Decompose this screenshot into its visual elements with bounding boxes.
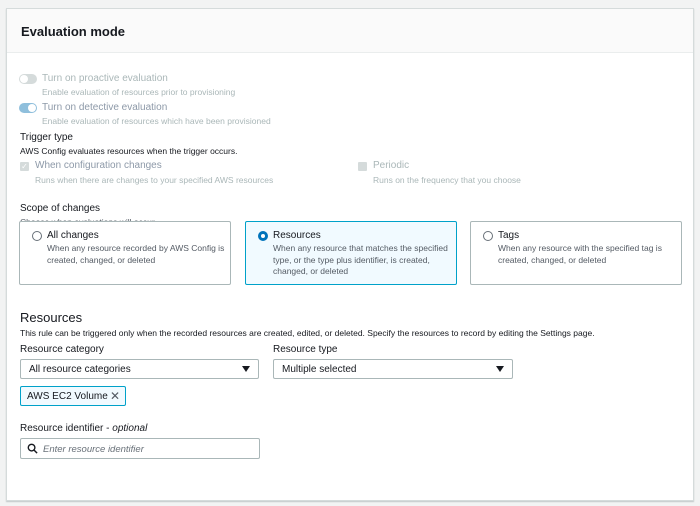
detective-evaluation-description: Enable evaluation of resources which have been provisioned: [42, 116, 271, 126]
scope-heading: Scope of changes: [20, 203, 101, 214]
resource-category-label: Resource category: [20, 344, 104, 355]
detective-evaluation-label: Turn on detective evaluation: [42, 102, 168, 113]
resource-identifier-label-text: Resource identifier: [20, 423, 104, 434]
resource-type-token: [20, 386, 126, 406]
tile-description: When any resource with the specified tag is created, changed, or deleted: [498, 243, 662, 265]
close-icon[interactable]: ✕: [109, 389, 120, 403]
resources-description: This rule can be triggered only when the recorded resources are created, edited, or deleted. Specify the resources to record by editing the Settings page.: [20, 328, 595, 338]
tile-title: All changes: [47, 230, 99, 241]
caret-down-icon: [496, 366, 504, 372]
resource-type-value: Multiple selected: [282, 364, 357, 375]
proactive-evaluation-toggle[interactable]: [19, 74, 37, 84]
resource-identifier-field[interactable]: [20, 438, 260, 459]
periodic-description: Runs on the frequency that you choose: [373, 175, 521, 185]
scope-tile-tags[interactable]: [470, 221, 682, 285]
resource-identifier-input[interactable]: [43, 442, 253, 456]
token-label: AWS EC2 Volume: [27, 391, 108, 402]
resources-heading: Resources: [20, 310, 83, 325]
periodic-checkbox[interactable]: [358, 162, 367, 171]
resource-identifier-label: Resource identifier - optional: [20, 423, 148, 434]
scope-tile-all-changes[interactable]: [19, 221, 231, 285]
scope-tile-resources[interactable]: [245, 221, 457, 285]
proactive-evaluation-description: Enable evaluation of resources prior to provisioning: [42, 87, 236, 97]
trigger-type-heading: Trigger type: [20, 132, 73, 143]
resource-category-select[interactable]: [20, 359, 259, 379]
panel-title: Evaluation mode: [21, 24, 126, 39]
tile-title: Resources: [273, 230, 321, 241]
radio-resources[interactable]: [258, 231, 268, 241]
optional-text: optional: [112, 423, 148, 434]
search-icon: [27, 443, 38, 454]
periodic-label: Periodic: [373, 160, 410, 171]
tile-description: When any resource that matches the specified type, or the type plus identifier, is created, changed, or deleted: [273, 243, 448, 276]
panel-header: [7, 9, 693, 53]
config-changes-checkbox[interactable]: ✓: [21, 162, 28, 171]
tile-description: When any resource recorded by AWS Config is created, changed, or deleted: [47, 243, 225, 265]
detective-evaluation-toggle[interactable]: [19, 103, 37, 113]
caret-down-icon: [242, 366, 250, 372]
tile-title: Tags: [498, 230, 520, 241]
resource-type-select[interactable]: [273, 359, 513, 379]
radio-all-changes[interactable]: [32, 231, 42, 241]
radio-tags[interactable]: [483, 231, 493, 241]
config-changes-description: Runs when there are changes to your specified AWS resources: [35, 175, 274, 185]
proactive-evaluation-label: Turn on proactive evaluation: [42, 73, 168, 84]
trigger-type-description: AWS Config evaluates resources when the trigger occurs.: [20, 146, 238, 156]
config-changes-label: When configuration changes: [35, 160, 162, 171]
resource-type-label: Resource type: [273, 344, 338, 355]
resource-category-value: All resource categories: [29, 364, 131, 375]
